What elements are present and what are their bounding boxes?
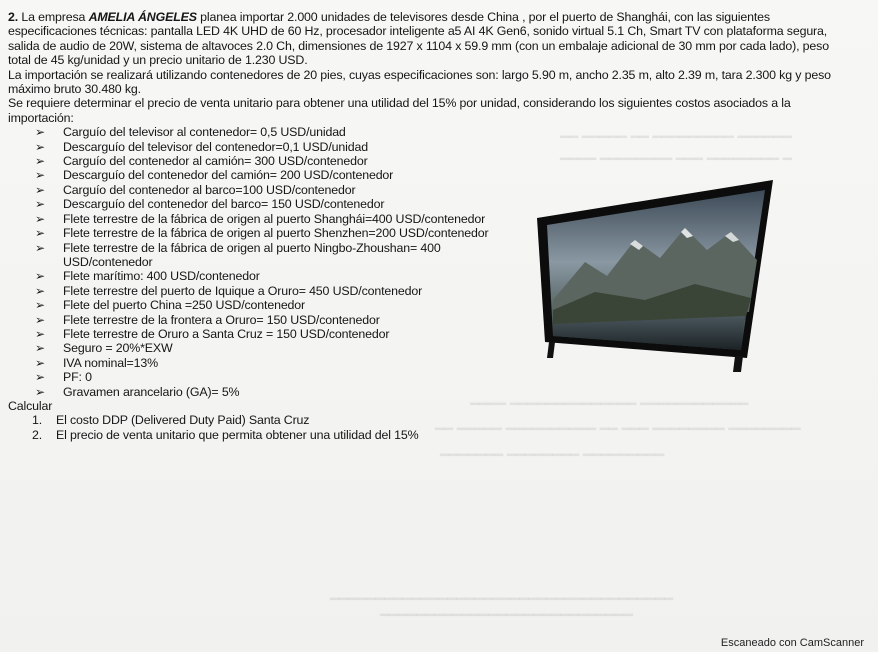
cost-item: [8, 356, 533, 370]
question-number: 1.: [32, 413, 43, 428]
cost-item: [8, 183, 533, 197]
question-text: El costo DDP (Delivered Duty Paid) Santa Cruz: [56, 413, 310, 428]
cost-item: [8, 269, 533, 283]
cost-item-text: Descarguío del contenedor del camión= 200 USD/contenedor: [63, 168, 394, 183]
bullet-arrow-icon: ➢: [35, 226, 45, 241]
bullet-arrow-icon: ➢: [35, 269, 45, 284]
bullet-arrow-icon: ➢: [35, 283, 45, 298]
cost-item: [8, 212, 533, 226]
requirement-paragraph: Se requiere determinar el precio de venta unitario para obtener una utilidad del 15% por unidad, considerando los siguientes costos asociados a la importación:: [8, 96, 791, 125]
cost-item-text: Flete terrestre de Oruro a Santa Cruz = 150 USD/contenedor: [63, 326, 390, 341]
bleed-through-text: ━━━━━━━ ━━━━━━━━ ━━━━━━━━━: [440, 448, 665, 464]
cost-item: [8, 385, 533, 399]
bleed-through-text: ━━━━━━━━━━━━━━━━━━━━━━━━━━━━━━━━━━━━━━: [330, 592, 674, 608]
cost-item: [8, 140, 533, 154]
container-paragraph: La importación se realizará utilizando contenedores de 20 pies, cuyas especificaciones son: largo 5.90 m, ancho 2.35 m, alto 2.39 m, tara 2.300 kg y peso máximo bruto 30.480 kg.: [8, 67, 831, 97]
cost-item: [8, 197, 533, 211]
cost-item-text: Descarguío del televisor del contenedor=0,1 USD/unidad: [63, 139, 368, 154]
cost-item-text: Carguío del televisor al contenedor= 0,5 USD/unidad: [63, 125, 346, 140]
bullet-arrow-icon: ➢: [35, 154, 45, 169]
scanner-watermark: Escaneado con CamScanner: [720, 637, 864, 649]
bleed-through-text: ━━━━ ━━━━━━━━ ━━━ ━━━━━━━━ ━: [560, 152, 792, 168]
cost-item-text: Seguro = 20%*EXW: [63, 341, 173, 356]
bullet-arrow-icon: ➢: [35, 197, 45, 212]
question-item: [8, 413, 846, 427]
cost-item-text: Flete terrestre de la fábrica de origen al puerto Shenzhen=200 USD/contenedor: [63, 226, 489, 241]
cost-item: [8, 226, 533, 240]
bullet-arrow-icon: ➢: [35, 168, 45, 183]
intro-text: planea importar 2.000 unidades de televisores desde China , por el puerto de Shanghái, con las siguientes especificaciones técnicas: pantalla LED 4K UHD de 60 Hz, procesador inteligente a5 AI 4K Gen6, sonido virtual 5.1 Ch, Smart TV con plataforma segura, salida de audio de 20W, sistema de altavoces 2.0 Ch, dimensiones de 1927 x 1104 x 59.9 mm (con un embalaje adicional de 30 mm por cada lado), peso total de 45 kg/unidad y un precio unitario de 1.230 USD.: [8, 10, 829, 68]
cost-item-text: PF: 0: [63, 370, 92, 385]
cost-item-text: Flete terrestre de la frontera a Oruro= 150 USD/contenedor: [63, 312, 380, 327]
cost-item: [8, 298, 533, 312]
bleed-through-text: ━━ ━━━━━ ━━ ━━━━━━━━━ ━━━━━━: [560, 130, 792, 146]
cost-item: [8, 284, 533, 298]
cost-item-text: Flete terrestre de la fábrica de origen al puerto Ningbo-Zhoushan= 400 USD/contenedor: [63, 240, 441, 269]
cost-item: [8, 341, 533, 355]
bleed-through-text: ━━ ━━━━━ ━━━━━━━━━━ ━━ ━━━ ━━━━━━━━ ━━━━━━━━: [435, 422, 801, 438]
cost-item: [8, 327, 533, 341]
question-item: [8, 428, 846, 442]
bullet-arrow-icon: ➢: [35, 211, 45, 226]
cost-item-text: Flete del puerto China =250 USD/contenedor: [63, 298, 306, 313]
cost-item-text: Carguío del contenedor al camión= 300 USD/contenedor: [63, 154, 368, 169]
bullet-arrow-icon: ➢: [35, 341, 45, 356]
cost-item-text: Flete terrestre del puerto de Iquique a Oruro= 450 USD/contenedor: [63, 283, 423, 298]
cost-item: [8, 370, 533, 384]
bullet-arrow-icon: ➢: [35, 182, 45, 197]
bullet-arrow-icon: ➢: [35, 240, 45, 255]
question-number: 2.: [32, 427, 43, 442]
bullet-arrow-icon: ➢: [35, 326, 45, 341]
cost-item: [8, 168, 533, 182]
bullet-arrow-icon: ➢: [35, 298, 45, 313]
cost-item: [8, 125, 533, 139]
tv-image: [535, 180, 775, 390]
cost-item-text: Flete terrestre de la fábrica de origen al puerto Shanghái=400 USD/contenedor: [63, 211, 486, 226]
intro-paragraph: [8, 10, 846, 68]
cost-item-text: Flete marítimo: 400 USD/contenedor: [63, 269, 260, 284]
company-name: AMELIA ÁNGELES: [88, 10, 197, 24]
problem-number: 2.: [8, 10, 19, 24]
intro-pre: La empresa: [21, 10, 89, 24]
cost-item: [8, 313, 533, 327]
bullet-arrow-icon: ➢: [35, 355, 45, 370]
calc-label: Calcular: [8, 398, 53, 413]
bullet-arrow-icon: ➢: [35, 139, 45, 154]
question-list: [8, 413, 846, 442]
bullet-arrow-icon: ➢: [35, 125, 45, 140]
bleed-through-text: ━━━━ ━━━━━━━━━━━━━━ ━━━━━━━━━━━━: [470, 397, 749, 413]
bullet-arrow-icon: ➢: [35, 312, 45, 327]
cost-item: [8, 154, 533, 168]
cost-item-text: IVA nominal=13%: [63, 355, 158, 370]
question-text: El precio de venta unitario que permita obtener una utilidad del 15%: [56, 427, 419, 442]
cost-item-text: Carguío del contenedor al barco=100 USD/contenedor: [63, 182, 356, 197]
bullet-arrow-icon: ➢: [35, 370, 45, 385]
cost-item: [8, 241, 533, 270]
bleed-through-text: ━━━━━━━━━━━━━━━━━━━━━━━━━━━━: [380, 608, 633, 624]
bullet-arrow-icon: ➢: [35, 384, 45, 399]
cost-item-text: Descarguío del contenedor del barco= 150 USD/contenedor: [63, 197, 385, 212]
cost-item-text: Gravamen arancelario (GA)= 5%: [63, 384, 240, 399]
